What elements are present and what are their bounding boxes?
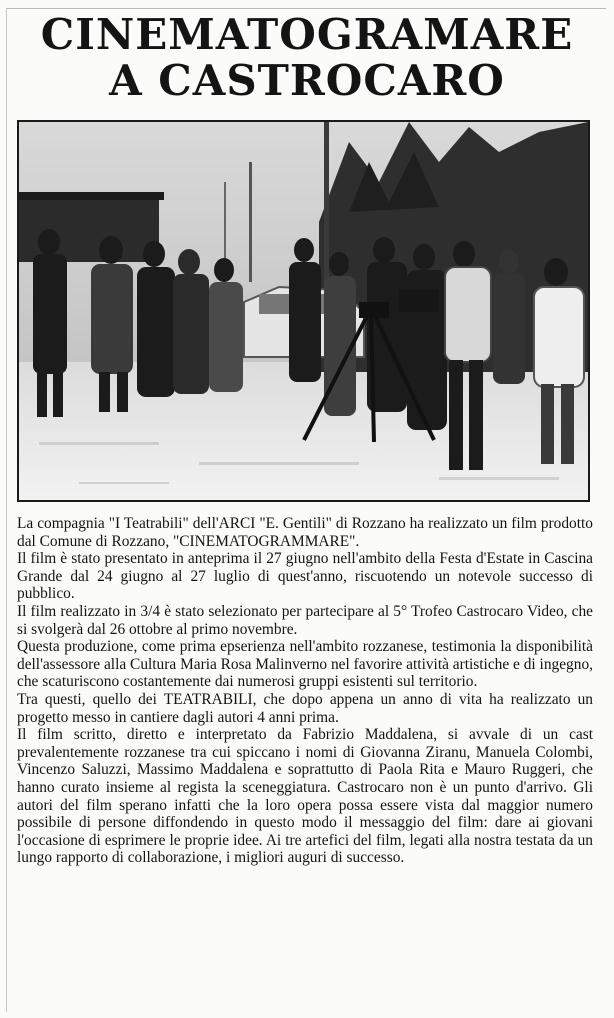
crowd-filming-photo-icon xyxy=(19,122,588,500)
headline xyxy=(0,12,614,104)
article-paragraph: Il film realizzato in 3/4 è stato selezionato per partecipare al 5° Trofeo Castrocaro Video, che si svolgerà dal 26 ottobre al primo novembre. xyxy=(17,602,593,638)
article-paragraph: Il film è stato presentato in anteprima il 27 giugno nell'ambito della Festa d'Estate in Cascina Grande dal 24 giugno al 27 luglio di quest'anno, riscuotendo un notevole successo di pubblico. xyxy=(17,550,593,603)
photo-crowd-filming xyxy=(17,120,590,502)
article-paragraph: Tra questi, quello dei TEATRABILI, che dopo appena un anno di vita ha realizzato un progetto messo in cantiere dagli autori 4 anni prima. xyxy=(17,690,593,726)
article-body xyxy=(17,515,593,867)
headline-line-1: CINEMATOGRAMARE xyxy=(40,10,574,59)
clipping-edge-left xyxy=(6,8,7,1012)
article-paragraph: Il film scritto, diretto e interpretato da Fabrizio Maddalena, si avvale di un cast prevalentemente rozzanese tra cui spiccano i nomi di Giovanna Ziranu, Manuela Colombi, Vincenzo Saluzzi, Massimo Maddalena e soprattutto di Paola Rita e Mauro Ruggeri, che hanno curato insieme al regista la sceneggiatura. Castrocaro non è un punto d'arrivo. Gli autori del film sperano infatti che la loro opera possa essere vista dal maggior numero possibile di persone diffondendo in questo modo il messaggio del film: dare ai giovani l'occasione di esprimere le proprie idee. Ai tre artefici del film, legati alla nostra testata da un lungo rapporto di collaborazione, i migliori auguri di successo. xyxy=(17,726,593,867)
clipping-edge-top xyxy=(6,8,606,9)
article-paragraph: La compagnia "I Teatrabili" dell'ARCI "E. Gentili" di Rozzano ha realizzato un film prodotto dal Comune di Rozzano, "CINEMATOGRAMMARE". xyxy=(17,515,593,550)
headline-line-2: A CASTROCARO xyxy=(109,56,505,105)
article-paragraph: Questa produzione, come prima epserienza nell'ambito rozzanese, testimonia la disponibilità dell'assessore alla Cultura Maria Rosa Malinverno nel favorire attività artistiche e di ingegno, che scaturiscono costantemente dai numerosi gruppi esistenti sul territorio. xyxy=(17,638,593,691)
